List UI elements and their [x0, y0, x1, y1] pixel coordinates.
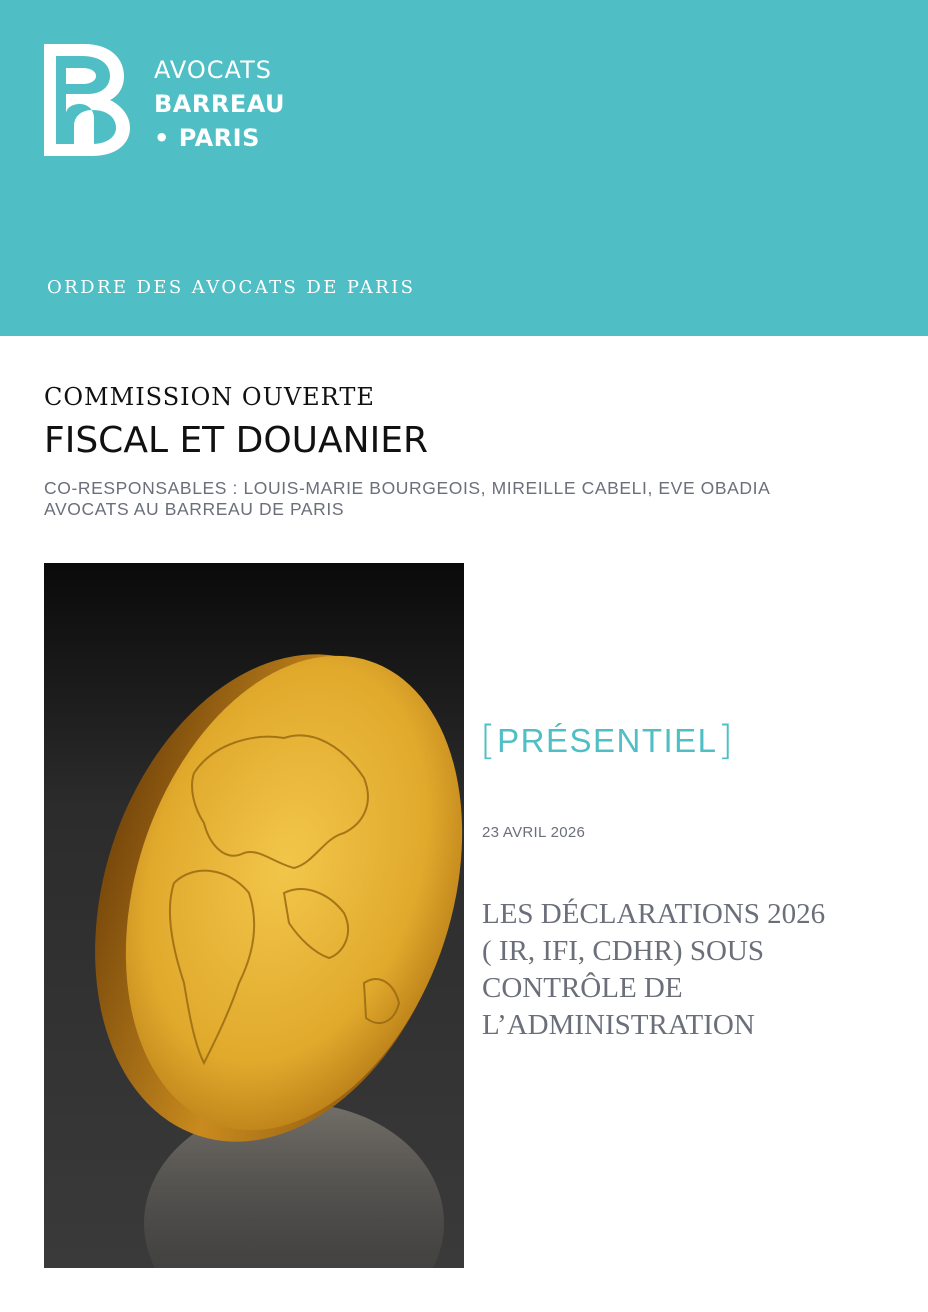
title-line-4: L’ADMINISTRATION — [482, 1009, 755, 1041]
responsables-line: CO-RESPONSABLES : LOUIS-MARIE BOURGEOIS, MIREILLE CABELI, EVE OBADIA — [44, 478, 771, 498]
header-banner — [0, 0, 928, 336]
gold-coin-world-map-icon — [44, 563, 464, 1268]
barreau-logo-icon — [44, 44, 130, 156]
commission-kicker: COMMISSION OUVERTE — [44, 383, 375, 411]
title-line-3: CONTRÔLE DE — [482, 972, 683, 1004]
title-line-2: ( IR, IFI, CDHR) SOUS — [482, 935, 764, 967]
event-date: 23 AVRIL 2026 — [482, 824, 586, 841]
title-line-1: LES DÉCLARATIONS 2026 — [482, 898, 826, 930]
logo-line-barreau: BARREAU — [154, 90, 286, 118]
bracket-open: [ — [480, 718, 498, 764]
logo-line-avocats: AVOCATS — [154, 56, 272, 84]
commission-name: FISCAL ET DOUANIER — [44, 420, 428, 461]
logo-wordmark — [154, 52, 285, 154]
ordre-label: ORDRE DES AVOCATS DE PARIS — [47, 277, 416, 298]
affiliation-line: AVOCATS AU BARREAU DE PARIS — [44, 499, 345, 519]
coin-photo — [44, 563, 464, 1268]
co-responsables — [44, 478, 770, 520]
event-title — [482, 896, 902, 1044]
presentiel-badge — [480, 716, 735, 762]
bracket-close: ] — [717, 718, 735, 764]
logo-line-paris: • PARIS — [154, 124, 260, 152]
presentiel-label: PRÉSENTIEL — [497, 722, 718, 759]
